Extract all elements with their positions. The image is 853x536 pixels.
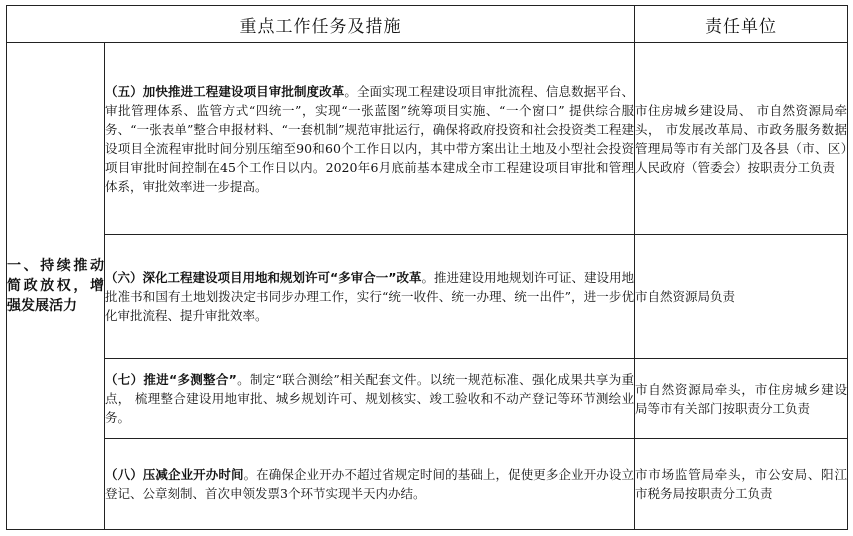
task-cell: [105, 439, 635, 530]
table-header-row: [7, 6, 848, 43]
header-task-measures: 重点工作任务及措施: [7, 6, 635, 43]
task-heading: （六）深化工程建设项目用地和规划许可“多审合一”改革: [105, 270, 422, 285]
unit-cell: 市自然资源局牵头，市住房城乡建设局等市有关部门按职责分工负责: [635, 359, 848, 439]
task-heading: （七）推进“多测整合”: [105, 372, 237, 387]
work-task-table: [6, 5, 848, 530]
task-cell: [105, 43, 635, 235]
task-cell: [105, 359, 635, 439]
task-heading: （五）加快推进工程建设项目审批制度改革: [105, 83, 345, 99]
category-cell: 一、持续推动简政放权，增强发展活力: [7, 43, 105, 530]
table-row: [7, 439, 848, 530]
unit-cell: 市住房城乡建设局、 市自然资源局牵头， 市发展改革局、市政务服务数据管理局等市有关部门及各县（市、区）人民政府（管委会）按职责分工负责: [635, 43, 848, 235]
table-row: [7, 235, 848, 359]
table-row: [7, 43, 848, 235]
table-row: [7, 359, 848, 439]
unit-cell: 市市场监管局牵头，市公安局、阳江市税务局按职责分工负责: [635, 439, 848, 530]
header-responsible-unit: 责任单位: [635, 6, 848, 43]
unit-cell: 市自然资源局负责: [635, 235, 848, 359]
task-body: 。全面实现工程建设项目审批流程、信息数据平台、审批管理体系、监管方式“四统一”，实现“一张蓝图”统筹项目实施、“一个窗口” 提供综合服务、“一张表单”整合申报材料、“一套机制”规范审批运行，确保将政府投资和社会投资类工程建设项目全流程审批时间分别压缩至90和60个工作日以内，其中带方案出让土地及小型社会投资项目审批时间控制在45个工作日以内。2020年6月底前基本建成全市工程建设项目审批和管理体系，审批效率进一步提高。: [105, 83, 634, 194]
task-body: 。在确保企业开办不超过省规定时间的基础上，促使更多企业开办设立登记、公章刻制、首次申领发票3个环节实现半天内办结。: [105, 467, 634, 501]
task-cell: [105, 235, 635, 359]
task-heading: （八）压减企业开办时间: [105, 467, 244, 482]
task-body: 。制定“联合测绘”相关配套文件。以统一规范标准、强化成果共享为重点， 梳理整合建设用地审批、城乡规划许可、规划核实、竣工验收和不动产登记等环节测绘业务。: [105, 372, 634, 425]
task-body: 。推进建设用地规划许可证、建设用地批准书和国有土地划拨决定书同步办理工作，实行“统一收件、统一办理、统一出件”，进一步优化审批流程、提升审批效率。: [105, 270, 634, 323]
